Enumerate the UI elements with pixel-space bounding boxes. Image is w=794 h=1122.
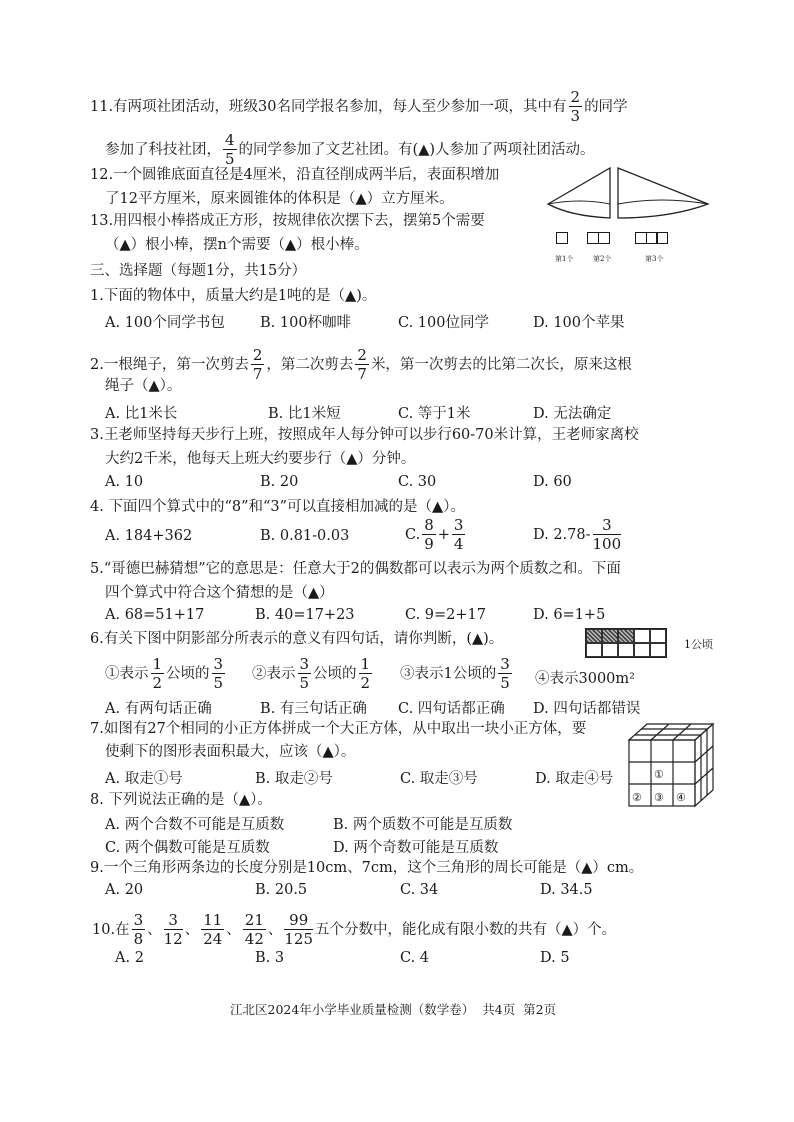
c8-option-c[interactable]: C. 两个偶数可能是互质数 bbox=[105, 840, 270, 856]
denominator: 7 bbox=[357, 365, 367, 383]
denominator: 12 bbox=[163, 930, 183, 948]
caption-2: 第2个 bbox=[593, 255, 612, 263]
c3-line2: 大约2千米，他每天上班大约要步行（▲）分钟。 bbox=[105, 451, 416, 467]
fraction bbox=[452, 518, 466, 552]
fraction bbox=[151, 657, 165, 691]
denominator: 9 bbox=[424, 535, 434, 553]
q11-text-a: 11.有两项社团活动，班级30名同学报名参加，每人至少参加一项，其中有 bbox=[90, 99, 567, 115]
statement-text: 公顷的 bbox=[313, 666, 357, 682]
option-text: D. 2.78- bbox=[533, 527, 591, 543]
statement-text: ①表示 bbox=[105, 666, 149, 682]
fraction bbox=[164, 913, 183, 947]
fraction bbox=[284, 913, 313, 947]
fraction bbox=[201, 913, 224, 947]
fraction bbox=[298, 657, 312, 691]
c2-option-b[interactable]: B. 比1米短 bbox=[268, 406, 341, 422]
c2-text-c: 米，第一次剪去的比第二次长，原来这根 bbox=[370, 357, 632, 373]
grid-cell bbox=[634, 643, 650, 657]
c2-option-a[interactable]: A. 比1米长 bbox=[105, 406, 178, 422]
c4-option-d[interactable] bbox=[533, 518, 623, 552]
c4-option-a[interactable]: A. 184+362 bbox=[105, 528, 193, 544]
q13-line2: （▲）根小棒，摆n个需要（▲）根小棒。 bbox=[105, 237, 369, 253]
c9-question: 9.一个三角形两条边的长度分别是10cm、7cm，这个三角形的周长可能是（▲）cm。 bbox=[90, 860, 644, 876]
c1-option-a[interactable]: A. 100个同学书包 bbox=[105, 315, 225, 331]
numerator: 3 bbox=[164, 913, 183, 930]
denominator: 5 bbox=[299, 674, 310, 692]
c10-option-d[interactable]: D. 5 bbox=[540, 950, 570, 966]
cube-mark-3: ③ bbox=[654, 791, 664, 804]
denominator: 24 bbox=[203, 930, 223, 948]
numerator: 1 bbox=[152, 655, 163, 673]
c6-statement-2 bbox=[252, 657, 374, 691]
fraction bbox=[251, 348, 265, 382]
q11-line2 bbox=[105, 133, 595, 167]
c1-option-b[interactable]: B. 100杯咖啡 bbox=[260, 315, 352, 331]
denominator: 3 bbox=[570, 107, 581, 125]
c6-question: 6.有关下图中阴影部分所表示的意义有四句话，请你判断，(▲)。 bbox=[90, 631, 504, 647]
hectare-grid-figure bbox=[585, 628, 667, 658]
c7-line1: 7.如图有27个相同的小正方体拼成一个大正方体，从中取出一块小正方体，要 bbox=[90, 721, 587, 737]
c7-option-c[interactable]: C. 取走③号 bbox=[400, 771, 478, 787]
fraction bbox=[223, 133, 237, 167]
numerator: 2 bbox=[357, 346, 367, 364]
shaded-cell bbox=[602, 629, 618, 643]
grid-cell bbox=[634, 629, 650, 643]
numerator: 3 bbox=[593, 518, 622, 535]
c5-option-c[interactable]: C. 9=2+17 bbox=[405, 607, 486, 623]
statement-text: ③表示1公顷的 bbox=[400, 666, 497, 682]
q11-text-d: 的同学参加了文艺社团。有(▲)人参加了两项社团活动。 bbox=[238, 142, 595, 158]
c7-option-a[interactable]: A. 取走①号 bbox=[105, 771, 183, 787]
c2-text-a: 2.一根绳子，第一次剪去 bbox=[90, 357, 249, 373]
c4-question: 4. 下面四个算式中的“8”和“3”可以直接相加减的是（▲）。 bbox=[90, 499, 465, 515]
c1-option-c[interactable]: C. 100位同学 bbox=[398, 315, 489, 331]
c8-question: 8. 下列说法正确的是（▲）。 bbox=[90, 792, 272, 808]
c3-option-b[interactable]: B. 20 bbox=[260, 474, 299, 490]
shaded-cell bbox=[618, 629, 634, 643]
numerator: 3 bbox=[299, 655, 310, 673]
c6-option-d[interactable]: D. 四句话都错误 bbox=[533, 701, 641, 717]
fraction bbox=[243, 913, 266, 947]
q11-text-b: 的同学 bbox=[584, 99, 628, 115]
denominator: 42 bbox=[244, 930, 264, 948]
numerator: 1 bbox=[360, 655, 371, 673]
c2-option-d[interactable]: D. 无法确定 bbox=[533, 406, 612, 422]
c10-option-b[interactable]: B. 3 bbox=[255, 950, 285, 966]
denominator: 125 bbox=[284, 930, 314, 948]
c5-option-d[interactable]: D. 6=1+5 bbox=[533, 607, 606, 623]
denominator: 2 bbox=[152, 674, 163, 692]
fraction bbox=[359, 657, 373, 691]
numerator: 3 bbox=[133, 911, 144, 929]
q12-line1: 12.一个圆锥底面直径是4厘米，沿直径削成两半后，表面积增加 bbox=[90, 167, 500, 183]
c8-option-a[interactable]: A. 两个合数不可能是互质数 bbox=[105, 817, 285, 833]
c7-option-b[interactable]: B. 取走②号 bbox=[255, 771, 333, 787]
denominator: 8 bbox=[133, 930, 144, 948]
numerator: 2 bbox=[570, 88, 581, 106]
denominator: 5 bbox=[225, 150, 235, 168]
c10-text-post: 五个分数中，能化成有限小数的共有（▲）个。 bbox=[315, 922, 617, 938]
grid-cell bbox=[586, 643, 602, 657]
pattern-3 bbox=[635, 232, 668, 248]
fraction bbox=[132, 913, 146, 947]
c6-option-c[interactable]: C. 四句话都正确 bbox=[398, 701, 505, 717]
c3-line1: 3.王老师坚持每天步行上班，按照成年人每分钟可以步行60-70米计算，王老师家离校 bbox=[90, 427, 639, 443]
fraction bbox=[569, 90, 583, 124]
grid-cell bbox=[618, 643, 634, 657]
c4-option-b[interactable]: B. 0.81-0.03 bbox=[260, 528, 350, 544]
c7-option-d[interactable]: D. 取走④号 bbox=[535, 771, 614, 787]
c3-option-c[interactable]: C. 30 bbox=[398, 474, 437, 490]
cube-mark-4: ④ bbox=[676, 791, 686, 804]
statement-text: ②表示 bbox=[252, 666, 296, 682]
grid-cell bbox=[650, 643, 666, 657]
numerator: 3 bbox=[213, 655, 224, 673]
c5-line2: 四个算式中符合这个猜想的是（▲） bbox=[105, 585, 334, 601]
c9-option-a[interactable]: A. 20 bbox=[105, 882, 144, 898]
grid-cell bbox=[650, 629, 666, 643]
denominator: 100 bbox=[592, 535, 622, 553]
numerator: 8 bbox=[424, 516, 434, 534]
c6-statement-4: ④表示3000m² bbox=[535, 671, 635, 687]
numerator: 2 bbox=[252, 346, 263, 364]
grid-unit-label: 1公顷 bbox=[684, 638, 713, 651]
c10-question: 10.在 $\frac{3}{8}$ 、 $\frac{3}{12}$ 、 $\frac{11}{24}$ 、 $\frac{21}{42}$ 、 $\frac{99}{125}$ 五个分数中，能化成有限小数的共有（▲）个。 bbox=[92, 911, 617, 948]
c6-option-a[interactable]: A. 有两句话正确 bbox=[105, 701, 212, 717]
cube-mark-2: ② bbox=[632, 791, 642, 804]
fraction bbox=[355, 348, 369, 382]
operator: + bbox=[437, 527, 450, 543]
c3-option-a[interactable]: A. 10 bbox=[105, 474, 144, 490]
page-footer: 江北区2024年小学毕业质量检测（数学卷） 共4页 第2页 bbox=[230, 1002, 557, 1017]
c2-option-c[interactable]: C. 等于1米 bbox=[398, 406, 471, 422]
c7-line2: 使剩下的图形表面积最大，应该（▲）。 bbox=[105, 744, 356, 760]
c10-text-pre: 10.在 bbox=[92, 922, 130, 938]
fraction bbox=[593, 518, 622, 552]
option-letter: C. bbox=[405, 527, 421, 543]
q11-text-c: 参加了科技社团， bbox=[105, 142, 221, 158]
denominator: 5 bbox=[213, 674, 224, 692]
denominator: 5 bbox=[500, 674, 510, 692]
numerator: 4 bbox=[225, 131, 235, 149]
c4-option-c[interactable] bbox=[405, 518, 467, 552]
c2-text-b: ，第二次剪去 bbox=[266, 357, 354, 373]
section-heading: 三、选择题（每题1分，共15分） bbox=[90, 263, 307, 279]
cube-mark-1: ① bbox=[654, 768, 664, 781]
c5-line1: 5.“哥德巴赫猜想”它的意思是：任意大于2的偶数都可以表示为两个质数之和。下面 bbox=[90, 561, 621, 577]
denominator: 7 bbox=[252, 365, 263, 383]
c5-option-b[interactable]: B. 40=17+23 bbox=[255, 607, 355, 623]
q11-line1 bbox=[90, 90, 628, 124]
grid-cell bbox=[602, 643, 618, 657]
c10-option-c[interactable]: C. 4 bbox=[400, 950, 430, 966]
q13-line1: 13.用四根小棒搭成正方形，按规律依次摆下去，摆第5个需要 bbox=[90, 213, 485, 229]
numerator: 3 bbox=[500, 655, 510, 673]
pattern-1 bbox=[556, 232, 568, 248]
numerator: 99 bbox=[284, 913, 313, 930]
fraction bbox=[498, 657, 512, 691]
q12-line2: 了12平方厘米，原来圆锥体的体积是（▲）立方厘米。 bbox=[105, 191, 454, 207]
c6-statement-1 bbox=[105, 657, 227, 691]
pattern-2 bbox=[587, 232, 610, 248]
c8-option-d[interactable]: D. 两个奇数可能是互质数 bbox=[333, 840, 499, 856]
denominator: 4 bbox=[453, 535, 464, 553]
numerator: 3 bbox=[453, 516, 464, 534]
c9-option-b[interactable]: B. 20.5 bbox=[255, 882, 308, 898]
c3-option-d[interactable]: D. 60 bbox=[533, 474, 572, 490]
statement-text: 公顷的 bbox=[166, 666, 210, 682]
numerator: 11 bbox=[203, 911, 223, 929]
sticks-pattern-figure bbox=[553, 232, 693, 272]
c1-option-d[interactable]: D. 100个苹果 bbox=[533, 315, 625, 331]
c5-option-a[interactable]: A. 68=51+17 bbox=[105, 607, 205, 623]
shaded-cell bbox=[586, 629, 602, 643]
numerator: 21 bbox=[244, 911, 264, 929]
c2-line2: 绳子（▲）。 bbox=[105, 378, 182, 394]
denominator: 2 bbox=[360, 674, 371, 692]
c6-statement-3 bbox=[400, 657, 514, 691]
fraction bbox=[212, 657, 226, 691]
c1-question: 1.下面的物体中，质量大约是1吨的是（▲)。 bbox=[90, 288, 377, 304]
c6-option-b[interactable]: B. 有三句话正确 bbox=[260, 701, 367, 717]
c10-option-a[interactable]: A. 2 bbox=[115, 950, 144, 966]
c8-option-b[interactable]: B. 两个质数不可能是互质数 bbox=[333, 817, 513, 833]
fraction bbox=[422, 518, 436, 552]
cone-halves-figure bbox=[540, 160, 720, 224]
c9-option-c[interactable]: C. 34 bbox=[400, 882, 439, 898]
c9-option-d[interactable]: D. 34.5 bbox=[540, 882, 593, 898]
caption-3: 第3个 bbox=[645, 255, 664, 263]
caption-1: 第1个 bbox=[555, 255, 574, 263]
